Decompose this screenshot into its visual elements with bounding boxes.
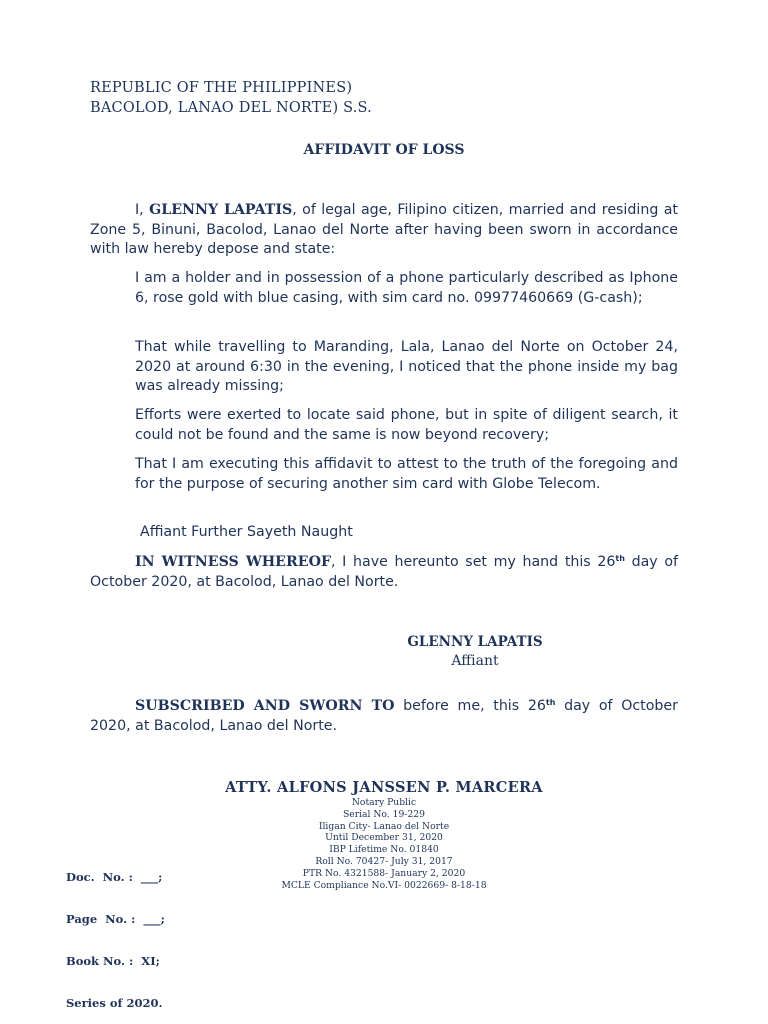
witness-text-2: day of October 2020, at Bacolod, Lanao del Norte. — [90, 554, 678, 590]
affiant-label: Affiant — [451, 653, 499, 669]
statement-item: That I am executing this affidavit to attest to the truth of the foregoing and for the purpose of securing another sim card with Globe Telecom. — [135, 456, 678, 492]
venue-line-2: BACOLOD, LANAO DEL NORTE) S.S. — [90, 100, 372, 116]
affiant-signature-name: GLENNY LAPATIS — [407, 634, 543, 650]
notary-detail-line: Roll No. 70427- July 31, 2017 — [315, 855, 453, 867]
notary-detail-line: PTR No. 4321588- January 2, 2020 — [302, 867, 466, 879]
statement-item: I am a holder and in possession of a phone particularly described as Iphone 6, rose gold with blue casing, with sim card no. 09977460669 (G-cash); — [135, 270, 678, 306]
notary-detail-line: Iligan City- Lanao del Norte — [318, 820, 450, 832]
jurat-paragraph — [90, 697, 678, 736]
further-sayeth-naught: Affiant Further Sayeth Naught — [140, 524, 353, 540]
statement-item: That while travelling to Maranding, Lala, Lanao del Norte on October 24, 2020 at around 6:30 in the evening, I noticed that the phone inside my bag was already missing; — [135, 339, 678, 394]
affiant-name-inline: GLENNY LAPATIS — [149, 202, 293, 218]
intro-paragraph — [90, 201, 678, 260]
notary-details — [234, 797, 534, 891]
witness-paragraph — [90, 553, 678, 592]
notary-detail-line: Until December 31, 2020 — [325, 832, 443, 844]
jurat-text-2: day of October 2020, at Bacolod, Lanao del Norte. — [90, 698, 678, 734]
witness-ordinal: th — [615, 554, 625, 563]
document-title: AFFIDAVIT OF LOSS — [303, 142, 465, 158]
notarial-register-info — [66, 842, 165, 1024]
notary-detail-line: IBP Lifetime No. 01840 — [329, 844, 439, 856]
book-number: Book No. : XI; — [66, 954, 160, 968]
statement-item: Efforts were exerted to locate said phone, but in spite of diligent search, it could not be found and the same is now beyond recovery; — [135, 407, 678, 443]
series-year: Series of 2020. — [66, 996, 163, 1010]
intro-prefix: I, — [135, 202, 150, 218]
venue-header — [90, 78, 372, 118]
notary-detail-line: MCLE Compliance No.VI- 0022669- 8-18-18 — [281, 879, 487, 891]
notary-name: ATTY. ALFONS JANSSEN P. MARCERA — [225, 779, 543, 796]
jurat-ordinal: th — [545, 698, 556, 707]
intro-text: , of legal age, Filipino citizen, married and residing at Zone 5, Binuni, Bacolod, Lanao del Norte after having been sworn in accordance with law hereby depose and state: — [90, 202, 678, 257]
page-number: Page No. : ___; — [66, 912, 165, 926]
notary-detail-line: Serial No. 19-229 — [343, 808, 425, 820]
witness-lead: IN WITNESS WHEREOF — [135, 554, 332, 570]
jurat-lead: SUBSCRIBED AND SWORN TO — [135, 698, 395, 714]
notary-detail-line: Notary Public — [351, 797, 417, 808]
witness-text-1: , I have hereunto set my hand this 26 — [331, 554, 616, 570]
doc-number: Doc. No. : ___; — [66, 870, 163, 884]
venue-line-1: REPUBLIC OF THE PHILIPPINES) — [90, 80, 353, 96]
jurat-text-1: before me, this 26 — [394, 698, 546, 714]
